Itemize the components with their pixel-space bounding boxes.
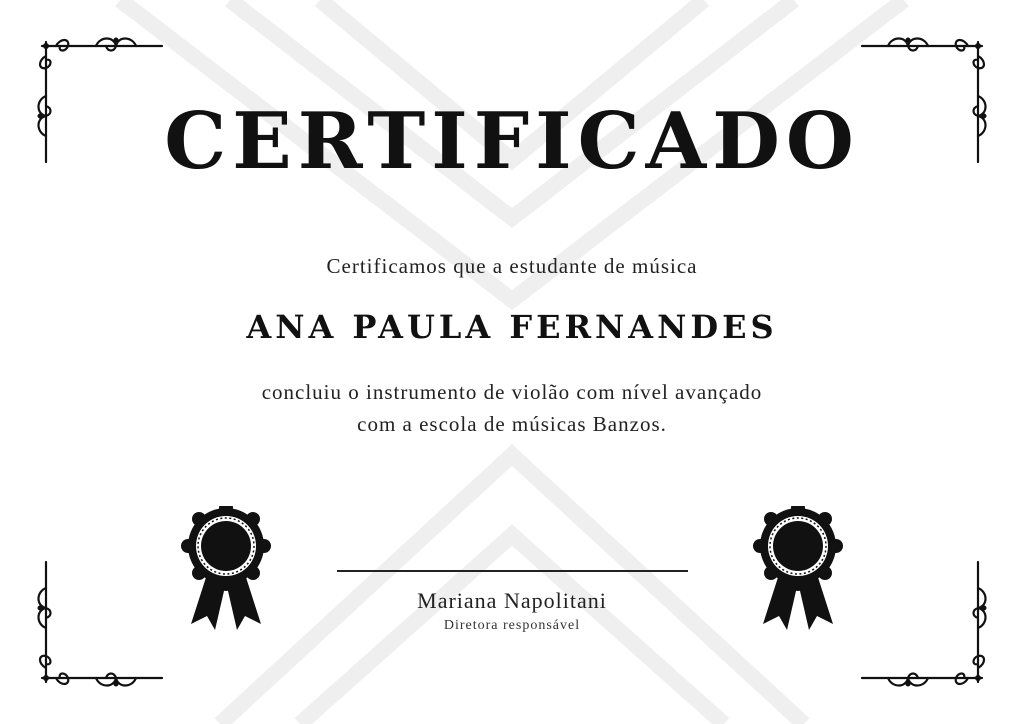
certificate-title: CERTIFICADO bbox=[164, 96, 860, 187]
signature-line bbox=[337, 570, 688, 572]
signatory-name: Mariana Napolitani bbox=[417, 588, 607, 613]
recipient-name: ANA PAULA FERNANDES bbox=[246, 308, 778, 346]
certificate-description bbox=[0, 376, 1024, 440]
description-line-2: com a escola de músicas Banzos. bbox=[357, 412, 667, 436]
award-seal-icon bbox=[753, 506, 843, 636]
award-seal-icon bbox=[181, 506, 271, 636]
description-line-1: concluiu o instrumento de violão com nível avançado bbox=[261, 380, 763, 404]
certificate-intro-text: Certificamos que a estudante de música bbox=[326, 254, 698, 278]
signatory-role: Diretora responsável bbox=[443, 618, 581, 633]
